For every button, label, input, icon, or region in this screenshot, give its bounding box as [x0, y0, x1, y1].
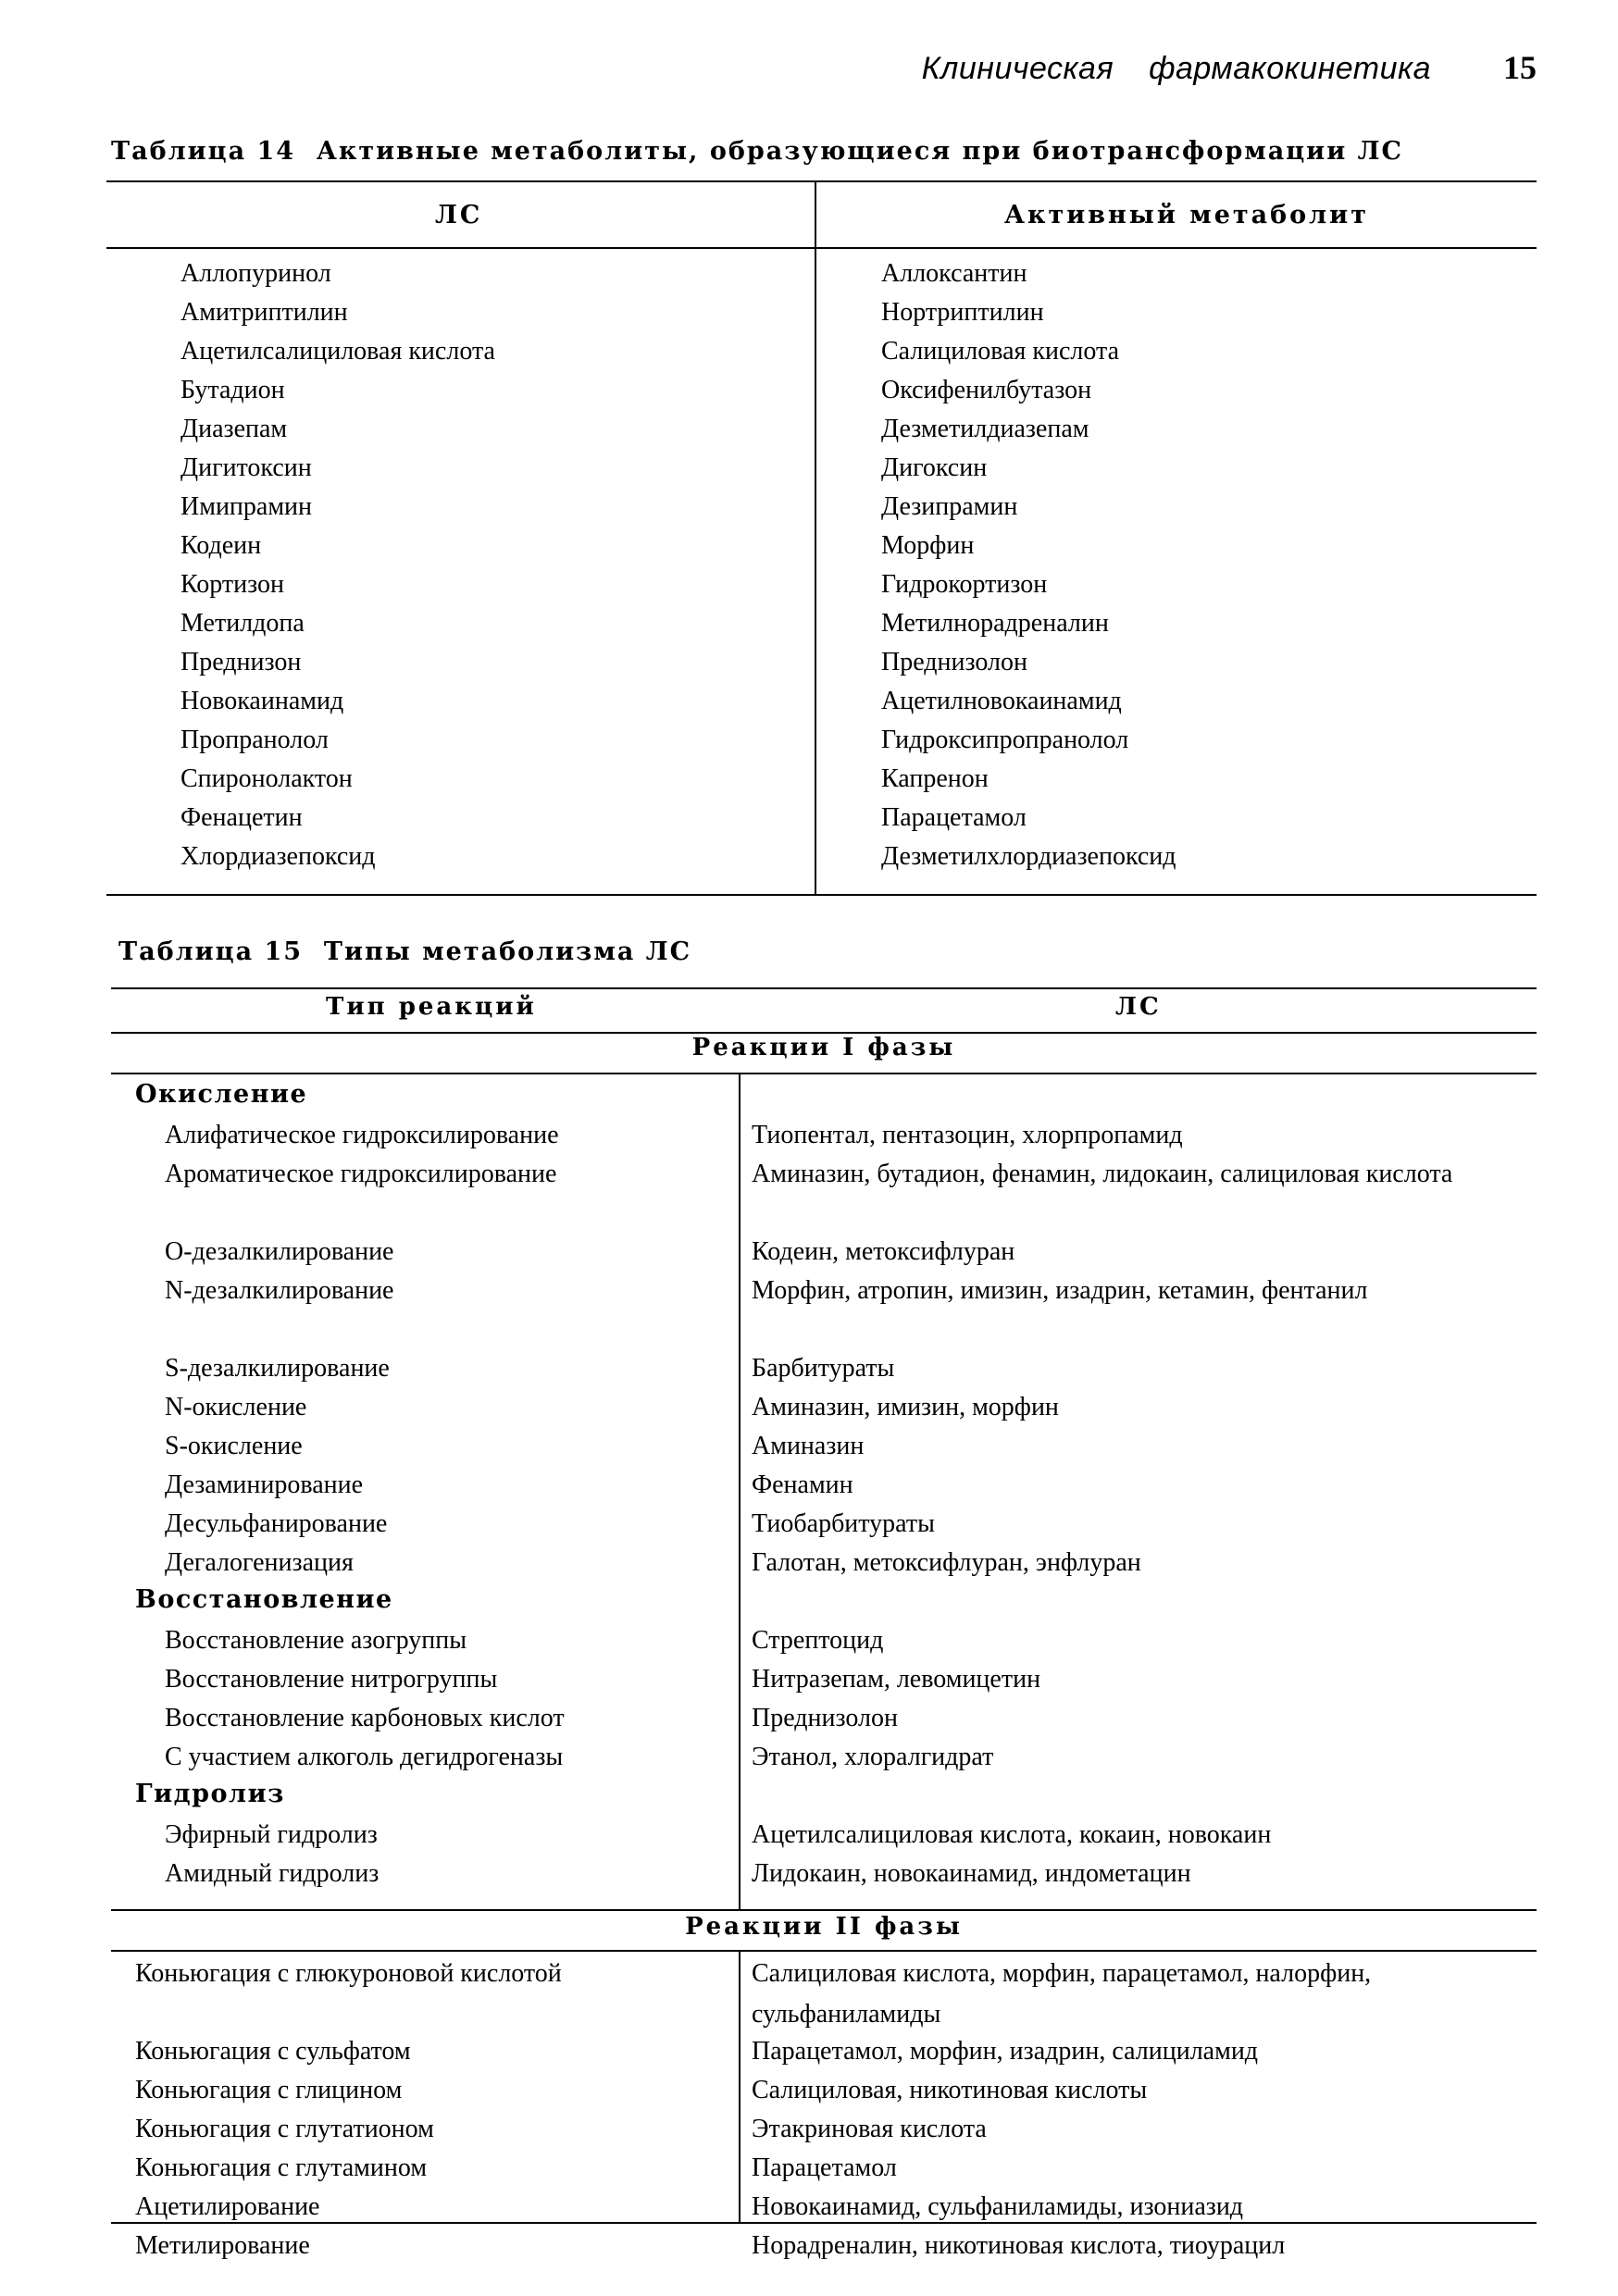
- table14-metabolite-cell: Метилнорадреналин: [881, 609, 1109, 638]
- table15-reaction-cell: Дегалогенизация: [165, 1548, 354, 1577]
- table15-reaction-cell: Амидный гидролиз: [165, 1859, 380, 1888]
- table14-bottom-rule: [106, 894, 1537, 896]
- table15-phase1-divider: [739, 1074, 741, 1909]
- table15-reaction-cell: Коньюгация с сульфатом: [135, 2037, 411, 2066]
- table15-reaction-cell: Дезаминирование: [165, 1471, 364, 1499]
- table14-metabolite-cell: Оксифенилбутазон: [881, 376, 1092, 404]
- table15-reaction-cell: Восстановление нитрогруппы: [165, 1665, 498, 1694]
- table14-drug-cell: Метилдопа: [180, 609, 305, 638]
- table14-drug-cell: Фенацетин: [180, 803, 303, 832]
- table15: [111, 987, 1537, 2260]
- table14-metabolite-cell: Капренон: [881, 764, 989, 793]
- table15-drugs-cell: Аминазин: [752, 1432, 865, 1460]
- table15-reaction-cell: Коньюгация с глицином: [135, 2076, 403, 2104]
- table15-group-heading: Гидролиз: [135, 1780, 285, 1808]
- table14-drug-cell: Диазепам: [180, 415, 288, 443]
- table15-drugs-cell: Галотан, метоксифлуран, энфлуран: [752, 1548, 1141, 1577]
- table14-metabolite-cell: Аллоксантин: [881, 259, 1027, 288]
- table15-drugs-cell: Салициловая, никотиновая кислоты: [752, 2076, 1148, 2104]
- table15-drugs-cell: Тиобарбитураты: [752, 1509, 935, 1538]
- page-number: 15: [1503, 49, 1537, 86]
- table14-header-metabolite: Активный метаболит: [1004, 201, 1369, 230]
- table14-metabolite-cell: Нортриптилин: [881, 298, 1044, 327]
- table15-reaction-cell: Ацетилирование: [135, 2192, 320, 2221]
- table15-reaction-cell: N-дезалкилирование: [165, 1276, 394, 1305]
- table15-drugs-cell: Ацетилсалициловая кислота, кокаин, новокаин: [752, 1820, 1272, 1849]
- table15-drugs-cell: Салициловая кислота, морфин, парацетамол, налорфин, сульфаниламиды: [752, 1959, 1372, 2029]
- table15-reaction-cell: Коньюгация с глутамином: [135, 2153, 428, 2182]
- table15-drugs-cell: Морфин, атропин, имизин, изадрин, кетамин, фентанил: [752, 1276, 1368, 1305]
- table15-drugs-cell: Новокаинамид, сульфаниламиды, изониазид: [752, 2192, 1244, 2221]
- table15-drugs-cell: Норадреналин, никотиновая кислота, тиоурацил: [752, 2231, 1286, 2260]
- table15-drugs-cell: Этанол, хлоралгидрат: [752, 1743, 994, 1771]
- table14-metabolite-cell: Парацетамол: [881, 803, 1027, 832]
- table15-drugs-cell: Барбитураты: [752, 1354, 895, 1383]
- table14: [106, 180, 1537, 896]
- table15-reaction-cell: С участием алкоголь дегидрогеназы: [165, 1743, 564, 1771]
- table14-metabolite-cell: Дезметилхлордиазепоксид: [881, 842, 1176, 871]
- table15-drugs-cell: Аминазин, бутадион, фенамин, лидокаин, салициловая кислота: [752, 1160, 1453, 1188]
- table14-metabolite-cell: Гидроксипропранолол: [881, 726, 1129, 754]
- table14-metabolite-cell: Дигоксин: [881, 453, 988, 482]
- table15-reaction-cell: Эфирный гидролиз: [165, 1820, 378, 1849]
- table15-drugs-cell: Нитразепам, левомицетин: [752, 1665, 1041, 1694]
- table14-header-drug: ЛС: [435, 201, 483, 230]
- table15-reaction-cell: Алифатическое гидроксилирование: [165, 1121, 559, 1149]
- table15-drugs-cell: Парацетамол, морфин, изадрин, салициламид: [752, 2037, 1259, 2066]
- table15-header-drugs: ЛС: [1115, 993, 1162, 1021]
- running-head-title: Клиническая фармакокинетика: [921, 51, 1431, 86]
- table15-drugs-cell: Лидокаин, новокаинамид, индометацин: [752, 1859, 1191, 1888]
- table14-drug-cell: Хлордиазепоксид: [180, 842, 376, 871]
- table15-reaction-cell: Десульфанирование: [165, 1509, 388, 1538]
- table15-phase2-divider: [739, 1951, 741, 2222]
- table15-drugs-cell: Этакриновая кислота: [752, 2115, 987, 2143]
- table14-drug-cell: Преднизон: [180, 648, 302, 676]
- table15-reaction-cell: Ароматическое гидроксилирование: [165, 1160, 557, 1188]
- table14-metabolite-cell: Гидрокортизон: [881, 570, 1048, 599]
- table15-drugs-cell: Тиопентал, пентазоцин, хлорпропамид: [752, 1121, 1183, 1149]
- table15-header-type: Тип реакций: [326, 993, 537, 1021]
- table14-drug-cell: Пропранолол: [180, 726, 329, 754]
- table14-drug-cell: Аллопуринол: [180, 259, 331, 288]
- table14-drug-cell: Кортизон: [180, 570, 285, 599]
- table15-group-heading: Восстановление: [135, 1585, 393, 1614]
- table14-drug-cell: Кодеин: [180, 531, 262, 560]
- table15-reaction-cell: Восстановление карбоновых кислот: [165, 1704, 565, 1732]
- table14-drug-cell: Имипрамин: [180, 492, 313, 521]
- table14-drug-cell: Дигитоксин: [180, 453, 312, 482]
- table14-top-rule: [106, 180, 1537, 182]
- table15-group-heading: Окисление: [135, 1080, 308, 1109]
- table14-metabolite-cell: Преднизолон: [881, 648, 1027, 676]
- table15-drugs-cell: Преднизолон: [752, 1704, 898, 1732]
- table15-drugs-cell: Парацетамол: [752, 2153, 897, 2182]
- table15-drugs-cell: Фенамин: [752, 1471, 853, 1499]
- table15-reaction-cell: S-дезалкилирование: [165, 1354, 390, 1383]
- table15-reaction-cell: Метилирование: [135, 2231, 310, 2260]
- table15-reaction-cell: S-окисление: [165, 1432, 303, 1460]
- table15-drugs-cell: Стрептоцид: [752, 1626, 884, 1655]
- table15-phase2-label: Реакции II фазы: [685, 1913, 963, 1941]
- table14-metabolite-cell: Салициловая кислота: [881, 337, 1120, 366]
- table15-drugs-cell: Аминазин, имизин, морфин: [752, 1393, 1059, 1421]
- table14-drug-cell: Ацетилсалициловая кислота: [180, 337, 495, 366]
- table14-drug-cell: Новокаинамид: [180, 687, 344, 715]
- table15-reaction-cell: Восстановление азогруппы: [165, 1626, 467, 1655]
- table15-reaction-cell: О-дезалкилирование: [165, 1237, 394, 1266]
- table14-metabolite-cell: Ацетилновокаинамид: [881, 687, 1122, 715]
- table14-metabolite-cell: Морфин: [881, 531, 975, 560]
- table14-metabolite-cell: Дезипрамин: [881, 492, 1018, 521]
- table14-drug-cell: Спиронолактон: [180, 764, 353, 793]
- table14-caption: Таблица 14 Активные метаболиты, образующиеся при биотрансформации ЛС: [111, 137, 1403, 166]
- table15-drugs-cell: Кодеин, метоксифлуран: [752, 1237, 1015, 1266]
- table14-drug-cell: Амитриптилин: [180, 298, 348, 327]
- table14-metabolite-cell: Дезметилдиазепам: [881, 415, 1089, 443]
- table15-phase1-label: Реакции I фазы: [691, 1034, 956, 1061]
- table15-phase2-rule: [111, 1950, 1537, 1952]
- running-head: [833, 48, 1537, 87]
- table15-caption: Таблица 15 Типы метаболизма ЛС: [118, 937, 692, 966]
- table14-column-divider: [815, 180, 816, 896]
- table14-drug-cell: Бутадион: [180, 376, 285, 404]
- table15-reaction-cell: N-окисление: [165, 1393, 307, 1421]
- table15-phase1-rule: [111, 1073, 1537, 1074]
- table14-header-rule: [106, 247, 1537, 249]
- table15-reaction-cell: Коньюгация с глюкуроновой кислотой: [135, 1959, 562, 1988]
- table15-top-rule: [111, 987, 1537, 989]
- table15-phase2-top-rule: [111, 1909, 1537, 1911]
- table15-reaction-cell: Коньюгация с глутатионом: [135, 2115, 434, 2143]
